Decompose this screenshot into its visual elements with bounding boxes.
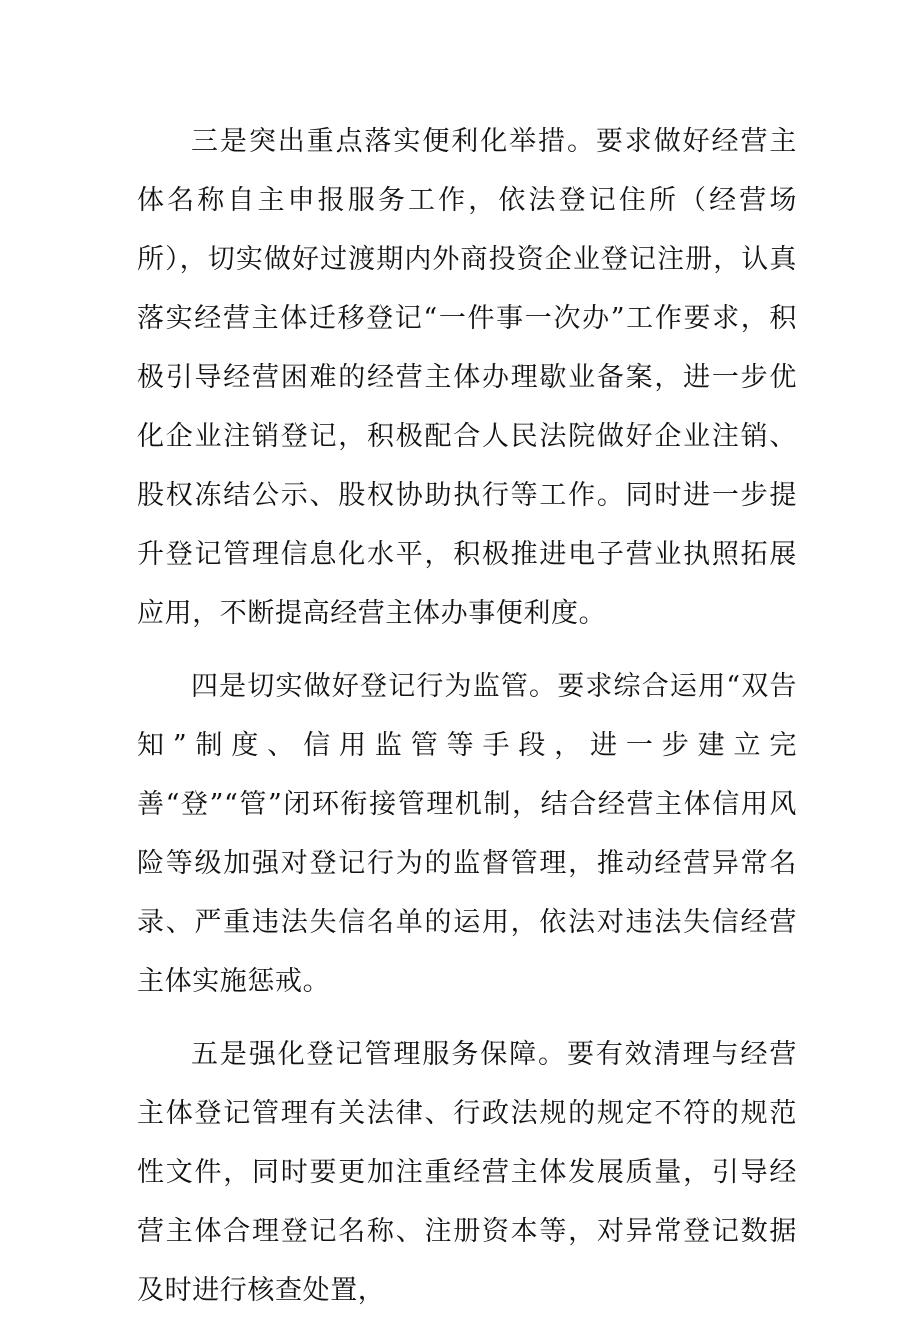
paragraph-service-guarantee: 五是强化登记管理服务保障。要有效清理与经营主体登记管理有关法律、行政法规的规定不符的规范性文件，同时要更加注重经营主体发展质量，引导经营主体合理登记名称、注册资本等，对异常登记数据及时进行核查处置，	[137, 1039, 797, 1306]
paragraph-registration-supervision: 四是切实做好登记行为监管。要求综合运用“双告知”制度、信用监管等手段，进一步建立完善“登”“管”闭环衔接管理机制，结合经营主体信用风险等级加强对登记行为的监督管理，推动经营异常名录、严重违法失信名单的运用，依法对违法失信经营主体实施惩戒。	[137, 671, 797, 997]
paragraph-facilitation-measures: 三是突出重点落实便利化举措。要求做好经营主体名称自主申报服务工作，依法登记住所（经营场所），切实做好过渡期内外商投资企业登记注册，认真落实经营主体迁移登记“一件事一次办”工作要求，积极引导经营困难的经营主体办理歇业备案，进一步优化企业注销登记，积极配合人民法院做好企业注销、股权冻结公示、股权协助执行等工作。同时进一步提升登记管理信息化水平，积极推进电子营业执照拓展应用，不断提高经营主体办事便利度。	[137, 126, 797, 629]
document-body	[137, 112, 797, 1320]
